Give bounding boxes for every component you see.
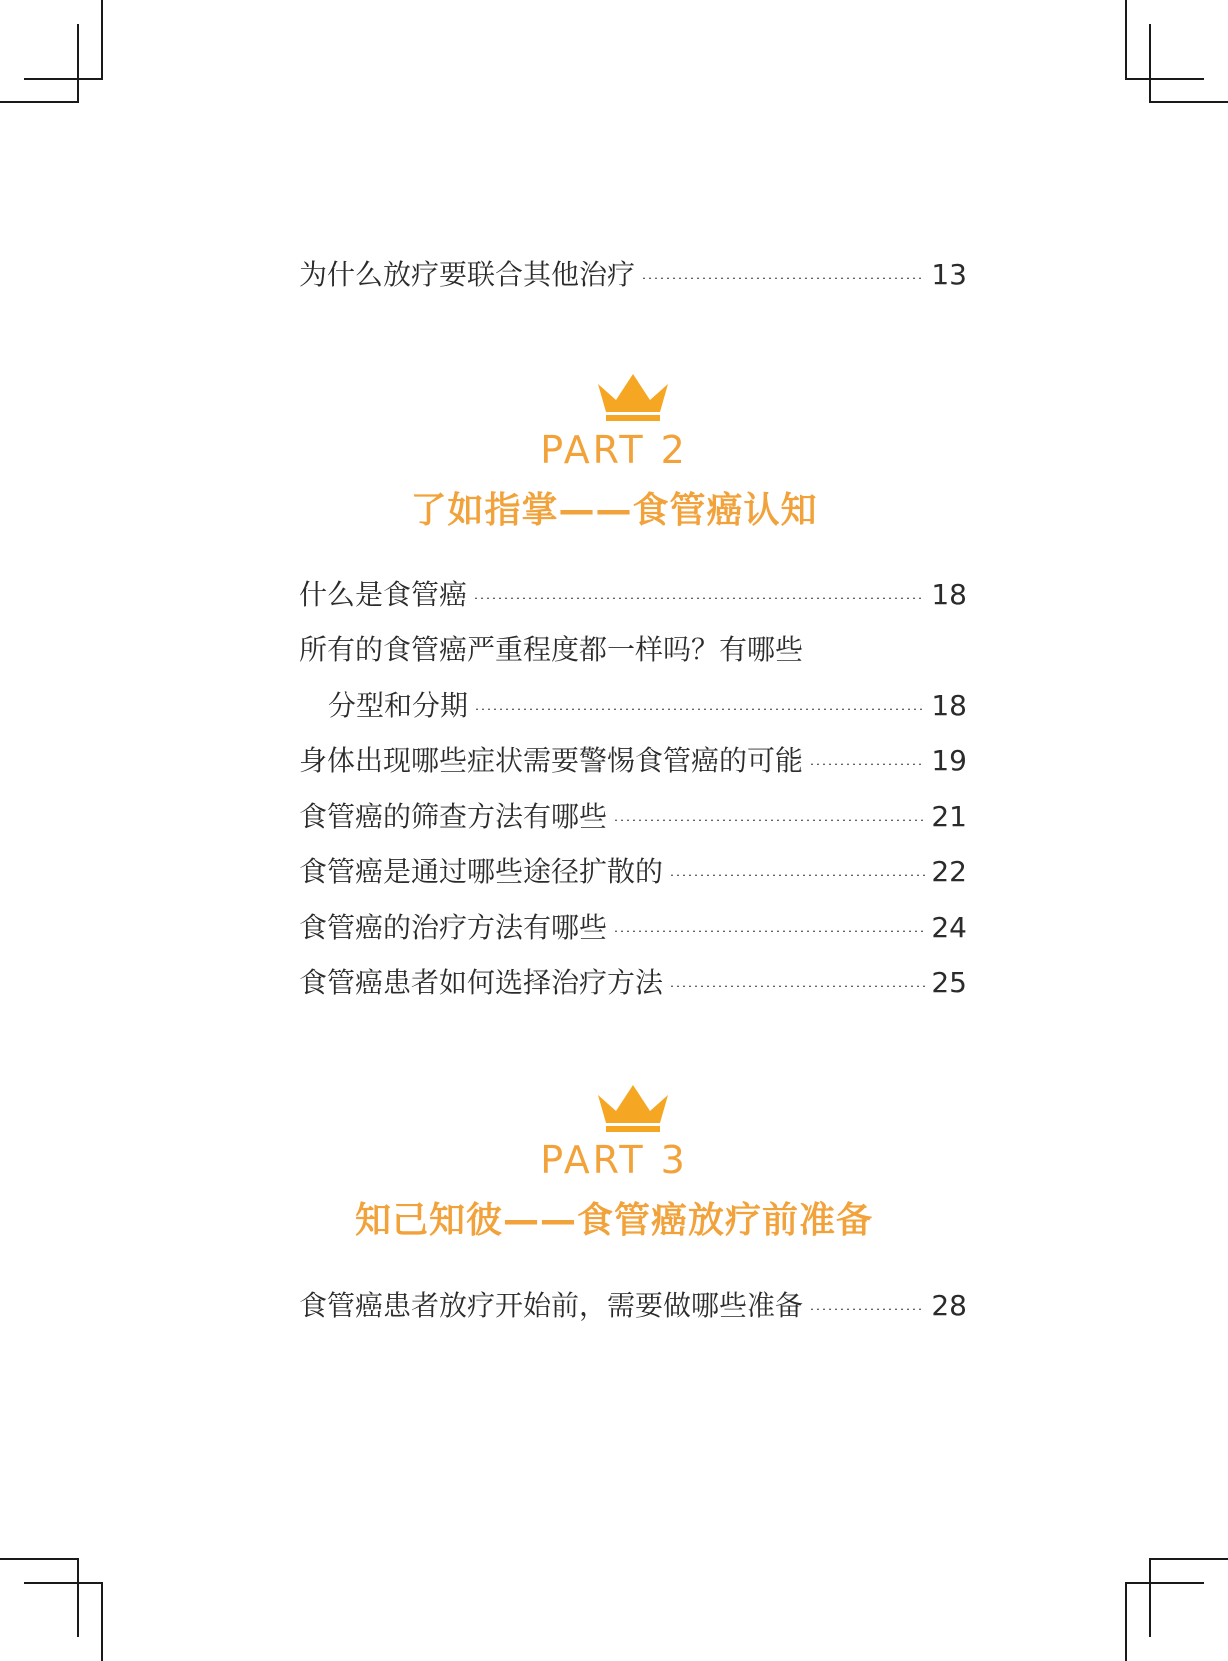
crop-mark: [101, 0, 103, 80]
crop-mark: [1149, 1558, 1151, 1637]
crop-mark: [1149, 101, 1228, 103]
part-title: 了如指掌——食管癌认知: [410, 490, 818, 531]
crop-mark: [77, 24, 79, 103]
leader-dots: [809, 763, 925, 765]
part-label: PART 3: [540, 1138, 688, 1182]
toc-entry[interactable]: [299, 630, 967, 670]
leader-dots: [809, 1308, 925, 1310]
crop-mark: [0, 101, 79, 103]
toc-entry-title: 食管癌的筛查方法有哪些: [299, 800, 608, 833]
crop-mark: [0, 1558, 79, 1560]
part-label: PART 2: [540, 428, 688, 472]
toc-entry-page: 22: [931, 855, 967, 888]
toc-entry[interactable]: [299, 575, 967, 615]
toc-entry[interactable]: [299, 797, 967, 837]
toc-entry-page: 21: [931, 800, 967, 833]
toc-entry-page: 28: [931, 1289, 967, 1322]
toc-entry-page: 13: [931, 258, 967, 291]
crop-mark: [1125, 78, 1204, 80]
toc-entry-page: 24: [931, 911, 967, 944]
toc-entry[interactable]: [299, 852, 967, 892]
crop-mark: [1125, 1582, 1127, 1661]
crop-mark: [101, 1582, 103, 1661]
crop-mark: [1149, 24, 1151, 103]
leader-dots: [613, 819, 925, 821]
toc-entry-title: 食管癌患者放疗开始前，需要做哪些准备: [299, 1289, 804, 1322]
toc-entry-title: 所有的食管癌严重程度都一样吗？有哪些: [299, 633, 804, 666]
toc-entry[interactable]: [299, 255, 967, 295]
leader-dots: [613, 930, 925, 932]
leader-dots: [641, 277, 925, 279]
toc-entry-title: 食管癌患者如何选择治疗方法: [299, 966, 664, 999]
toc-entry-title: 食管癌的治疗方法有哪些: [299, 911, 608, 944]
crop-mark: [77, 1558, 79, 1637]
toc-entry[interactable]: [328, 686, 967, 726]
toc-entry-title: 食管癌是通过哪些途径扩散的: [299, 855, 664, 888]
part-title: 知己知彼——食管癌放疗前准备: [354, 1200, 873, 1241]
crop-mark: [24, 1582, 103, 1584]
toc-entry[interactable]: [299, 1286, 967, 1326]
toc-entry-page: 18: [931, 578, 967, 611]
toc-entry-title: 分型和分期: [328, 689, 469, 722]
toc-entry-page: 25: [931, 966, 967, 999]
leader-dots: [669, 985, 925, 987]
toc-entry-page: 19: [931, 744, 967, 777]
toc-entry-page: 18: [931, 689, 967, 722]
toc-entry[interactable]: [299, 963, 967, 1003]
leader-dots: [473, 597, 925, 599]
leader-dots: [669, 874, 925, 876]
toc-entry[interactable]: [299, 741, 967, 781]
toc-entry-title: 什么是食管癌: [299, 578, 468, 611]
toc-entry-title: 为什么放疗要联合其他治疗: [299, 258, 636, 291]
crop-mark: [1149, 1558, 1228, 1560]
crown-icon: [594, 1083, 672, 1133]
crop-mark: [1125, 1582, 1204, 1584]
toc-entry[interactable]: [299, 908, 967, 948]
toc-entry-title: 身体出现哪些症状需要警惕食管癌的可能: [299, 744, 804, 777]
crop-mark: [24, 78, 103, 80]
crop-mark: [1125, 0, 1127, 80]
crown-icon: [594, 372, 672, 422]
leader-dots: [474, 708, 925, 710]
